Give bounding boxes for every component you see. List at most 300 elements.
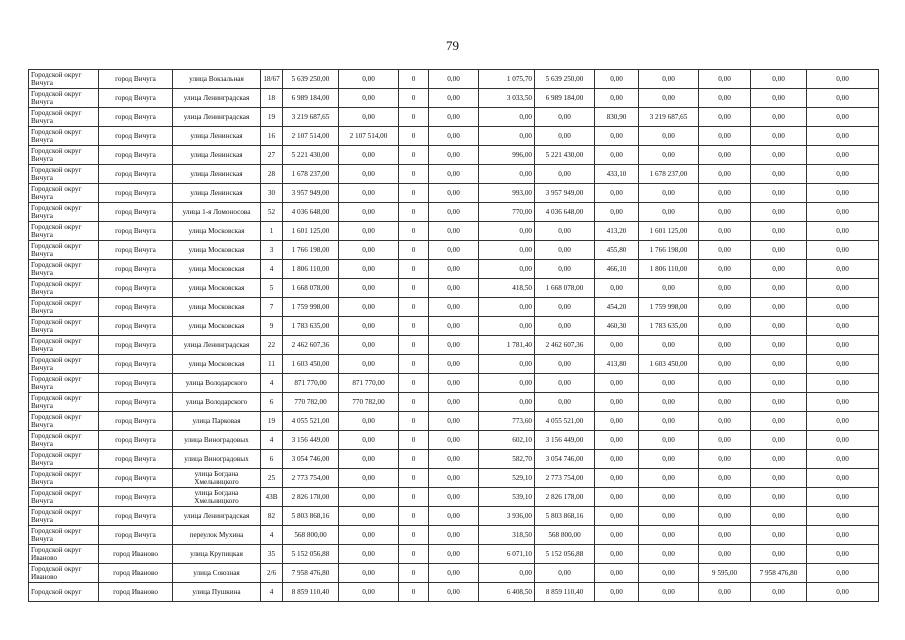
cell-count-col: 0 <box>399 89 429 108</box>
cell-house-number: 27 <box>261 146 283 165</box>
cell-total-cost: 2 107 514,00 <box>283 127 339 146</box>
cell-cost-col-5: 0,00 <box>639 564 699 583</box>
cell-cost-col-7: 0,00 <box>807 526 879 545</box>
cell-house-number: 28 <box>261 165 283 184</box>
cell-count-col: 0 <box>399 374 429 393</box>
table-body <box>29 70 879 602</box>
cell-cost-col-5: 0,00 <box>639 469 699 488</box>
cell-street: улица 1-я Ломоносова <box>173 203 261 222</box>
cell-cost-col-5: 1 601 125,00 <box>639 222 699 241</box>
cell-cost-col-3: 0,00 <box>429 393 479 412</box>
table-row <box>29 526 879 545</box>
cell-municipality: Городской округ Вичуга <box>29 469 99 488</box>
cell-cost-col-4: 4 036 648,00 <box>535 203 595 222</box>
cell-cost-col-3: 0,00 <box>429 564 479 583</box>
cell-locality: город Вичуга <box>99 412 173 431</box>
cell-locality: город Вичуга <box>99 298 173 317</box>
cell-area-col-1: 0,00 <box>479 241 535 260</box>
cell-cost-col-5: 0,00 <box>639 507 699 526</box>
cell-cost-col-2: 0,00 <box>339 222 399 241</box>
cell-municipality: Городской округ Иваново <box>29 564 99 583</box>
cell-cost-col-3: 0,00 <box>429 108 479 127</box>
cell-cost-col-5: 1 806 110,00 <box>639 260 699 279</box>
cell-cost-col-3: 0,00 <box>429 583 479 602</box>
cell-cost-col-4: 0,00 <box>535 241 595 260</box>
cell-house-number: 18/67 <box>261 70 283 89</box>
cell-cost-col-2: 0,00 <box>339 469 399 488</box>
cell-cost-col-5: 0,00 <box>639 184 699 203</box>
table-row <box>29 374 879 393</box>
cell-cost-col-3: 0,00 <box>429 146 479 165</box>
table-row <box>29 336 879 355</box>
table-row <box>29 108 879 127</box>
cell-cost-col-2: 0,00 <box>339 241 399 260</box>
cell-area-col-2: 0,00 <box>595 279 639 298</box>
cell-count-col: 0 <box>399 488 429 507</box>
cell-municipality: Городской округ Вичуга <box>29 355 99 374</box>
cell-locality: город Вичуга <box>99 507 173 526</box>
cell-cost-col-5: 0,00 <box>639 279 699 298</box>
cell-street: улица Ленинская <box>173 146 261 165</box>
cell-cost-col-2: 0,00 <box>339 488 399 507</box>
cell-total-cost: 5 803 868,16 <box>283 507 339 526</box>
cell-count-col: 0 <box>399 260 429 279</box>
cell-area-col-3: 0,00 <box>699 450 751 469</box>
cell-cost-col-3: 0,00 <box>429 412 479 431</box>
table-row <box>29 70 879 89</box>
cell-total-cost: 1 603 450,00 <box>283 355 339 374</box>
cell-locality: город Вичуга <box>99 70 173 89</box>
cell-municipality: Городской округ <box>29 583 99 602</box>
cell-count-col: 0 <box>399 450 429 469</box>
cell-area-col-1: 993,00 <box>479 184 535 203</box>
cell-count-col: 0 <box>399 279 429 298</box>
cell-cost-col-3: 0,00 <box>429 298 479 317</box>
cell-cost-col-3: 0,00 <box>429 279 479 298</box>
table-row <box>29 241 879 260</box>
cell-total-cost: 1 601 125,00 <box>283 222 339 241</box>
page-number: 79 <box>446 38 459 53</box>
cell-area-col-1: 6 071,10 <box>479 545 535 564</box>
cell-cost-col-7: 0,00 <box>807 412 879 431</box>
cell-area-col-2: 0,00 <box>595 564 639 583</box>
cell-cost-col-4: 2 462 607,36 <box>535 336 595 355</box>
cell-area-col-3: 0,00 <box>699 108 751 127</box>
cell-total-cost: 4 055 521,00 <box>283 412 339 431</box>
cell-area-col-1: 6 408,50 <box>479 583 535 602</box>
cell-count-col: 0 <box>399 564 429 583</box>
cell-cost-col-7: 0,00 <box>807 89 879 108</box>
cell-cost-col-7: 0,00 <box>807 165 879 184</box>
cell-municipality: Городской округ Вичуга <box>29 184 99 203</box>
cell-street: улица Богдана Хмельницкого <box>173 488 261 507</box>
cell-cost-col-6: 0,00 <box>751 184 807 203</box>
cell-area-col-3: 0,00 <box>699 260 751 279</box>
cell-municipality: Городской округ Вичуга <box>29 260 99 279</box>
cell-area-col-2: 0,00 <box>595 431 639 450</box>
cell-cost-col-5: 0,00 <box>639 203 699 222</box>
cell-area-col-2: 0,00 <box>595 336 639 355</box>
cell-area-col-3: 0,00 <box>699 241 751 260</box>
cell-count-col: 0 <box>399 469 429 488</box>
cell-cost-col-5: 0,00 <box>639 450 699 469</box>
cell-street: переулок Мухина <box>173 526 261 545</box>
cell-area-col-2: 0,00 <box>595 203 639 222</box>
cell-locality: город Иваново <box>99 564 173 583</box>
cell-street: улица Парковая <box>173 412 261 431</box>
table-row <box>29 393 879 412</box>
cell-municipality: Городской округ Вичуга <box>29 203 99 222</box>
cell-house-number: 4 <box>261 431 283 450</box>
cell-cost-col-4: 0,00 <box>535 317 595 336</box>
cell-cost-col-6: 0,00 <box>751 469 807 488</box>
cell-municipality: Городской округ Вичуга <box>29 488 99 507</box>
table-row <box>29 545 879 564</box>
cell-count-col: 0 <box>399 184 429 203</box>
cell-cost-col-3: 0,00 <box>429 70 479 89</box>
cell-street: улица Московская <box>173 279 261 298</box>
cell-count-col: 0 <box>399 583 429 602</box>
cell-municipality: Городской округ Вичуга <box>29 412 99 431</box>
cell-house-number: 18 <box>261 89 283 108</box>
cell-cost-col-7: 0,00 <box>807 393 879 412</box>
table-row <box>29 298 879 317</box>
cell-locality: город Вичуга <box>99 146 173 165</box>
cell-cost-col-2: 0,00 <box>339 583 399 602</box>
cell-cost-col-3: 0,00 <box>429 355 479 374</box>
cell-area-col-3: 0,00 <box>699 165 751 184</box>
cell-cost-col-7: 0,00 <box>807 450 879 469</box>
cell-locality: город Вичуга <box>99 469 173 488</box>
cell-cost-col-2: 0,00 <box>339 184 399 203</box>
cell-cost-col-5: 1 603 450,00 <box>639 355 699 374</box>
cell-street: улица Крупицкая <box>173 545 261 564</box>
cell-street: улица Ленинская <box>173 127 261 146</box>
cell-area-col-3: 0,00 <box>699 317 751 336</box>
cell-cost-col-6: 0,00 <box>751 450 807 469</box>
cell-area-col-2: 0,00 <box>595 70 639 89</box>
cell-count-col: 0 <box>399 127 429 146</box>
cell-area-col-1: 582,70 <box>479 450 535 469</box>
cell-cost-col-3: 0,00 <box>429 260 479 279</box>
table-row <box>29 431 879 450</box>
cell-cost-col-3: 0,00 <box>429 507 479 526</box>
cell-cost-col-4: 5 803 868,16 <box>535 507 595 526</box>
cell-cost-col-6: 0,00 <box>751 583 807 602</box>
table-row <box>29 488 879 507</box>
cell-cost-col-4: 0,00 <box>535 298 595 317</box>
cell-total-cost: 5 152 056,88 <box>283 545 339 564</box>
cell-municipality: Городской округ Вичуга <box>29 298 99 317</box>
cell-total-cost: 5 221 430,00 <box>283 146 339 165</box>
cell-area-col-1: 0,00 <box>479 317 535 336</box>
cell-cost-col-7: 0,00 <box>807 564 879 583</box>
cell-area-col-3: 0,00 <box>699 412 751 431</box>
cell-area-col-3: 0,00 <box>699 374 751 393</box>
cell-street: улица Вокзальная <box>173 70 261 89</box>
cell-street: улица Московская <box>173 241 261 260</box>
cell-cost-col-6: 0,00 <box>751 260 807 279</box>
cell-locality: город Вичуга <box>99 241 173 260</box>
cell-street: улица Володарского <box>173 374 261 393</box>
cell-area-col-3: 0,00 <box>699 279 751 298</box>
cell-cost-col-3: 0,00 <box>429 545 479 564</box>
cell-cost-col-2: 0,00 <box>339 526 399 545</box>
cell-count-col: 0 <box>399 70 429 89</box>
cell-street: улица Московская <box>173 222 261 241</box>
cell-cost-col-2: 770 782,00 <box>339 393 399 412</box>
cell-cost-col-4: 2 773 754,00 <box>535 469 595 488</box>
cell-cost-col-7: 0,00 <box>807 583 879 602</box>
cell-cost-col-7: 0,00 <box>807 317 879 336</box>
cell-cost-col-4: 2 826 178,00 <box>535 488 595 507</box>
cell-municipality: Городской округ Вичуга <box>29 241 99 260</box>
cell-cost-col-5: 1 759 998,00 <box>639 298 699 317</box>
cell-cost-col-3: 0,00 <box>429 241 479 260</box>
cell-cost-col-6: 0,00 <box>751 108 807 127</box>
cell-area-col-1: 529,10 <box>479 469 535 488</box>
cell-locality: город Вичуга <box>99 108 173 127</box>
cell-house-number: 52 <box>261 203 283 222</box>
cell-cost-col-3: 0,00 <box>429 469 479 488</box>
table-row <box>29 469 879 488</box>
cell-locality: город Иваново <box>99 583 173 602</box>
cell-area-col-3: 0,00 <box>699 583 751 602</box>
cell-house-number: 22 <box>261 336 283 355</box>
cell-count-col: 0 <box>399 108 429 127</box>
cell-cost-col-7: 0,00 <box>807 108 879 127</box>
cell-street: улица Московская <box>173 355 261 374</box>
cell-house-number: 6 <box>261 450 283 469</box>
cell-area-col-1: 0,00 <box>479 355 535 374</box>
cell-cost-col-7: 0,00 <box>807 222 879 241</box>
table-row <box>29 222 879 241</box>
cell-locality: город Вичуга <box>99 222 173 241</box>
cell-municipality: Городской округ Вичуга <box>29 146 99 165</box>
cell-area-col-1: 0,00 <box>479 564 535 583</box>
cell-municipality: Городской округ Вичуга <box>29 507 99 526</box>
cell-municipality: Городской округ Вичуга <box>29 317 99 336</box>
cell-locality: город Вичуга <box>99 488 173 507</box>
cell-area-col-1: 539,10 <box>479 488 535 507</box>
cell-house-number: 1 <box>261 222 283 241</box>
cell-area-col-2: 433,10 <box>595 165 639 184</box>
cell-house-number: 5 <box>261 279 283 298</box>
cell-cost-col-4: 8 859 110,40 <box>535 583 595 602</box>
table-row <box>29 203 879 222</box>
cell-cost-col-3: 0,00 <box>429 203 479 222</box>
cell-cost-col-3: 0,00 <box>429 488 479 507</box>
cell-count-col: 0 <box>399 203 429 222</box>
cell-area-col-3: 0,00 <box>699 70 751 89</box>
table-row <box>29 564 879 583</box>
cell-locality: город Вичуга <box>99 279 173 298</box>
cell-street: улица Ленинградская <box>173 89 261 108</box>
cell-cost-col-2: 0,00 <box>339 146 399 165</box>
cell-street: улица Московская <box>173 260 261 279</box>
cell-cost-col-4: 1 668 078,00 <box>535 279 595 298</box>
cell-cost-col-4: 6 989 184,00 <box>535 89 595 108</box>
cell-cost-col-2: 871 770,00 <box>339 374 399 393</box>
cell-house-number: 30 <box>261 184 283 203</box>
cell-count-col: 0 <box>399 336 429 355</box>
cell-municipality: Городской округ Вичуга <box>29 70 99 89</box>
cell-house-number: 16 <box>261 127 283 146</box>
cell-cost-col-6: 0,00 <box>751 317 807 336</box>
cell-area-col-2: 0,00 <box>595 488 639 507</box>
cell-count-col: 0 <box>399 431 429 450</box>
cell-locality: город Вичуга <box>99 374 173 393</box>
cell-house-number: 43В <box>261 488 283 507</box>
cell-cost-col-3: 0,00 <box>429 374 479 393</box>
cell-total-cost: 1 806 110,00 <box>283 260 339 279</box>
cell-area-col-2: 466,10 <box>595 260 639 279</box>
cell-cost-col-3: 0,00 <box>429 89 479 108</box>
cell-locality: город Вичуга <box>99 260 173 279</box>
cell-cost-col-3: 0,00 <box>429 336 479 355</box>
cell-cost-col-7: 0,00 <box>807 203 879 222</box>
cell-house-number: 6 <box>261 393 283 412</box>
cell-area-col-2: 0,00 <box>595 450 639 469</box>
cell-cost-col-2: 0,00 <box>339 545 399 564</box>
cell-area-col-1: 418,50 <box>479 279 535 298</box>
cell-house-number: 4 <box>261 260 283 279</box>
cell-area-col-1: 0,00 <box>479 260 535 279</box>
cell-count-col: 0 <box>399 146 429 165</box>
cell-cost-col-3: 0,00 <box>429 165 479 184</box>
table-row <box>29 355 879 374</box>
cell-cost-col-2: 0,00 <box>339 355 399 374</box>
cell-count-col: 0 <box>399 507 429 526</box>
cell-area-col-2: 0,00 <box>595 89 639 108</box>
cell-cost-col-6: 0,00 <box>751 355 807 374</box>
cell-cost-col-2: 0,00 <box>339 70 399 89</box>
cell-area-col-2: 0,00 <box>595 545 639 564</box>
cell-cost-col-5: 0,00 <box>639 146 699 165</box>
cell-cost-col-5: 0,00 <box>639 70 699 89</box>
cell-cost-col-2: 0,00 <box>339 317 399 336</box>
cell-area-col-2: 454,20 <box>595 298 639 317</box>
cell-area-col-3: 0,00 <box>699 545 751 564</box>
table-row <box>29 89 879 108</box>
cell-area-col-1: 318,50 <box>479 526 535 545</box>
cell-municipality: Городской округ Вичуга <box>29 108 99 127</box>
cell-cost-col-7: 0,00 <box>807 336 879 355</box>
cell-area-col-2: 830,90 <box>595 108 639 127</box>
data-table <box>28 69 879 602</box>
cell-cost-col-6: 0,00 <box>751 222 807 241</box>
cell-street: улица Пушкина <box>173 583 261 602</box>
table-row <box>29 317 879 336</box>
cell-cost-col-7: 0,00 <box>807 146 879 165</box>
cell-area-col-2: 0,00 <box>595 184 639 203</box>
cell-area-col-1: 770,00 <box>479 203 535 222</box>
cell-cost-col-6: 0,00 <box>751 70 807 89</box>
cell-cost-col-2: 0,00 <box>339 507 399 526</box>
cell-area-col-3: 0,00 <box>699 203 751 222</box>
cell-cost-col-6: 0,00 <box>751 393 807 412</box>
cell-cost-col-6: 0,00 <box>751 146 807 165</box>
cell-cost-col-5: 1 766 198,00 <box>639 241 699 260</box>
cell-cost-col-2: 0,00 <box>339 203 399 222</box>
cell-house-number: 25 <box>261 469 283 488</box>
cell-house-number: 2/6 <box>261 564 283 583</box>
cell-house-number: 9 <box>261 317 283 336</box>
cell-cost-col-4: 5 639 250,00 <box>535 70 595 89</box>
table-row <box>29 165 879 184</box>
cell-total-cost: 1 759 998,00 <box>283 298 339 317</box>
cell-cost-col-5: 0,00 <box>639 412 699 431</box>
cell-total-cost: 3 054 746,00 <box>283 450 339 469</box>
cell-cost-col-4: 0,00 <box>535 165 595 184</box>
cell-street: улица Союзная <box>173 564 261 583</box>
cell-cost-col-6: 0,00 <box>751 279 807 298</box>
cell-cost-col-7: 0,00 <box>807 355 879 374</box>
cell-count-col: 0 <box>399 241 429 260</box>
cell-area-col-1: 996,00 <box>479 146 535 165</box>
cell-cost-col-5: 0,00 <box>639 374 699 393</box>
cell-street: улица Ленинградская <box>173 108 261 127</box>
cell-municipality: Городской округ Вичуга <box>29 450 99 469</box>
cell-area-col-3: 0,00 <box>699 336 751 355</box>
cell-area-col-1: 3 033,50 <box>479 89 535 108</box>
cell-total-cost: 770 782,00 <box>283 393 339 412</box>
cell-total-cost: 6 989 184,00 <box>283 89 339 108</box>
cell-locality: город Вичуга <box>99 89 173 108</box>
cell-total-cost: 5 639 250,00 <box>283 70 339 89</box>
cell-area-col-3: 0,00 <box>699 222 751 241</box>
cell-municipality: Городской округ Вичуга <box>29 89 99 108</box>
cell-area-col-1: 0,00 <box>479 165 535 184</box>
cell-cost-col-2: 0,00 <box>339 450 399 469</box>
cell-area-col-1: 3 936,00 <box>479 507 535 526</box>
cell-locality: город Иваново <box>99 545 173 564</box>
cell-total-cost: 3 219 687,65 <box>283 108 339 127</box>
cell-cost-col-7: 0,00 <box>807 279 879 298</box>
cell-street: улица Володарского <box>173 393 261 412</box>
cell-locality: город Вичуга <box>99 203 173 222</box>
table-row <box>29 127 879 146</box>
cell-cost-col-4: 0,00 <box>535 222 595 241</box>
table-row <box>29 146 879 165</box>
cell-area-col-3: 0,00 <box>699 184 751 203</box>
cell-cost-col-5: 0,00 <box>639 526 699 545</box>
cell-total-cost: 3 957 949,00 <box>283 184 339 203</box>
cell-total-cost: 871 770,00 <box>283 374 339 393</box>
cell-cost-col-3: 0,00 <box>429 431 479 450</box>
cell-cost-col-4: 3 156 449,00 <box>535 431 595 450</box>
cell-cost-col-3: 0,00 <box>429 450 479 469</box>
cell-street: улица Виноградовых <box>173 450 261 469</box>
cell-locality: город Вичуга <box>99 355 173 374</box>
table-row <box>29 583 879 602</box>
cell-street: улица Ленинградская <box>173 336 261 355</box>
cell-municipality: Городской округ Вичуга <box>29 374 99 393</box>
cell-cost-col-2: 0,00 <box>339 279 399 298</box>
cell-cost-col-6: 0,00 <box>751 241 807 260</box>
cell-house-number: 3 <box>261 241 283 260</box>
cell-street: улица Ленинградская <box>173 507 261 526</box>
cell-cost-col-7: 0,00 <box>807 70 879 89</box>
cell-house-number: 82 <box>261 507 283 526</box>
cell-cost-col-6: 0,00 <box>751 298 807 317</box>
cell-cost-col-4: 0,00 <box>535 393 595 412</box>
cell-cost-col-5: 3 219 687,65 <box>639 108 699 127</box>
cell-total-cost: 568 800,00 <box>283 526 339 545</box>
cell-cost-col-6: 0,00 <box>751 374 807 393</box>
cell-total-cost: 1 678 237,00 <box>283 165 339 184</box>
cell-cost-col-2: 0,00 <box>339 165 399 184</box>
